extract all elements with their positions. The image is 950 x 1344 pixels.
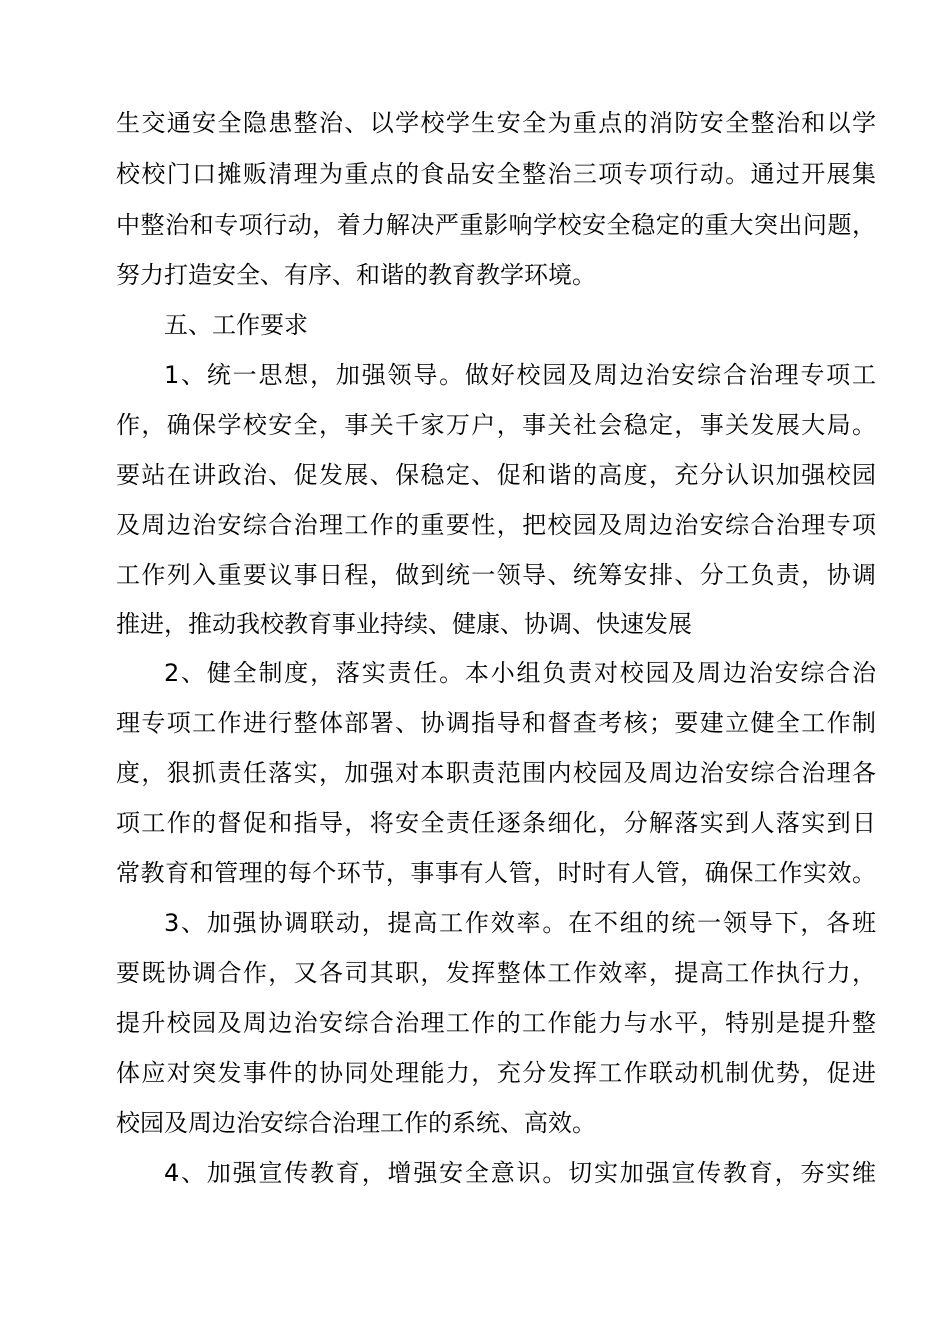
paragraph-line: 3、加强协调联动，提高工作效率。在不组的统一领导下，各班 <box>164 909 876 937</box>
paragraph-line: 校校门口摊贩清理为重点的食品安全整治三项专项行动。通过开展集 <box>116 160 876 188</box>
paragraph-line: 工作列入重要议事日程，做到统一领导、统筹安排、分工负责，协调 <box>116 561 876 589</box>
paragraph-line: 4、加强宣传教育，增强安全意识。切实加强宣传教育，夯实维 <box>164 1159 876 1187</box>
paragraph-line: 努力打造安全、有序、和谐的教育教学环境。 <box>116 261 596 289</box>
section-heading: 五、工作要求 <box>164 311 308 339</box>
paragraph-line: 要站在讲政治、促发展、保稳定、促和谐的高度，充分认识加强校园 <box>116 461 876 489</box>
paragraph-line: 校园及周边治安综合治理工作的系统、高效。 <box>116 1109 596 1137</box>
paragraph-line: 作，确保学校安全，事关千家万户，事关社会稳定，事关发展大局。 <box>116 411 876 439</box>
paragraph-line: 1、统一思想，加强领导。做好校园及周边治安综合治理专项工 <box>164 361 876 389</box>
paragraph-line: 项工作的督促和指导，将安全责任逐条细化，分解落实到人落实到日 <box>116 809 876 837</box>
paragraph-line: 2、健全制度，落实责任。本小组负责对校园及周边治安综合治 <box>164 659 876 687</box>
paragraph-line: 要既协调合作，又各司其职，发挥整体工作效率，提高工作执行力， <box>116 959 876 987</box>
paragraph-line: 常教育和管理的每个环节，事事有人管，时时有人管，确保工作实效。 <box>116 859 876 887</box>
paragraph-line: 体应对突发事件的协同处理能力，充分发挥工作联动机制优势，促进 <box>116 1059 876 1087</box>
paragraph-line: 及周边治安综合治理工作的重要性，把校园及周边治安综合治理专项 <box>116 511 876 539</box>
paragraph-line: 生交通安全隐患整治、以学校学生安全为重点的消防安全整治和以学 <box>116 109 876 137</box>
paragraph-line: 中整治和专项行动，着力解决严重影响学校安全稳定的重大突出问题， <box>116 211 876 239</box>
paragraph-line: 提升校园及周边治安综合治理工作的工作能力与水平，特别是提升整 <box>116 1009 876 1037</box>
paragraph-line: 推进，推动我校教育事业持续、健康、协调、快速发展 <box>116 610 692 638</box>
paragraph-line: 理专项工作进行整体部署、协调指导和督查考核；要建立健全工作制 <box>116 709 876 737</box>
paragraph-line: 度，狠抓责任落实，加强对本职责范围内校园及周边治安综合治理各 <box>116 759 876 787</box>
